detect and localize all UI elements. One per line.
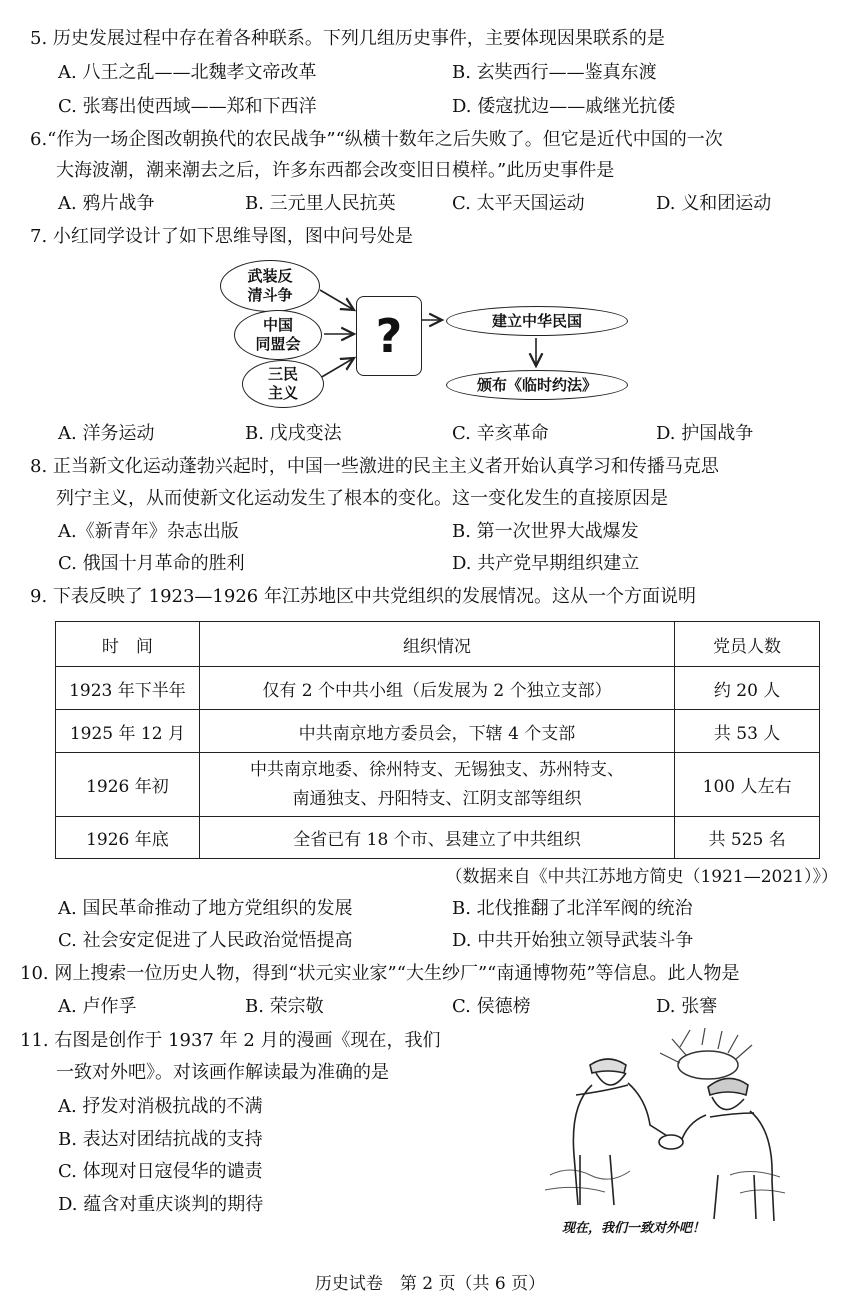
q11-stem-line2: 一致对外吧》。对该画作解读最为准确的是: [56, 1062, 389, 1083]
q6-stem-line1: 6.“作为一场企图改朝换代的农民战争”“纵横十数年之后失败了。但它是近代中国的一次: [30, 129, 723, 150]
table-row: [56, 667, 820, 710]
mindmap-node-three-principles: 三民 主义: [242, 360, 324, 408]
mind-map: [220, 258, 640, 406]
table-header-time: 时 间: [56, 622, 200, 667]
q11-option-a[interactable]: A. 抒发对消极抗战的不满: [58, 1096, 263, 1117]
arrow-left3: [320, 358, 354, 378]
q7-option-b[interactable]: B. 戊戌变法: [245, 423, 342, 444]
table-cell-time: 1925 年 12 月: [56, 710, 200, 753]
q5-option-c[interactable]: C. 张骞出使西域——郑和下西洋: [58, 96, 317, 117]
q8-option-b[interactable]: B. 第一次世界大战爆发: [452, 521, 639, 542]
q6-option-a[interactable]: A. 鸦片战争: [58, 193, 155, 214]
q6-stem-line2: 大海波潮，潮来潮去之后，许多东西都会改变旧日模样。”此历史事件是: [56, 160, 615, 181]
q8-stem-line2: 列宁主义，从而使新文化运动发生了根本的变化。这一变化发生的直接原因是: [56, 488, 668, 509]
arrow-left1: [320, 290, 354, 310]
q6-option-c[interactable]: C. 太平天国运动: [452, 193, 585, 214]
q7-option-c[interactable]: C. 辛亥革命: [452, 423, 549, 444]
page-footer: 历史试卷 第 2 页（共 6 页）: [314, 1274, 546, 1294]
q10-option-d[interactable]: D. 张謇: [656, 996, 718, 1017]
mindmap-node-provisional-constitution: 颁布《临时约法》: [446, 370, 628, 400]
table-cell-time: 1923 年下半年: [56, 667, 200, 710]
table-row: [56, 710, 820, 753]
q10-option-b[interactable]: B. 荣宗敬: [245, 996, 324, 1017]
q11-option-d[interactable]: D. 蕴含对重庆谈判的期待: [58, 1194, 264, 1215]
q9-option-d[interactable]: D. 中共开始独立领导武装斗争: [452, 930, 694, 951]
table-row: [56, 817, 820, 859]
cartoon-caption: 现在，我们一致对外吧！: [562, 1221, 706, 1236]
q11-option-b[interactable]: B. 表达对团结抗战的支持: [58, 1129, 263, 1150]
q10-stem: 10. 网上搜索一位历史人物，得到“状元实业家”“大生纱厂”“南通博物苑”等信息。此人物是: [20, 963, 740, 984]
q7-stem: 7. 小红同学设计了如下思维导图，图中问号处是: [30, 226, 413, 247]
table-row: [56, 753, 820, 817]
q9-option-b[interactable]: B. 北伐推翻了北洋军阀的统治: [452, 898, 693, 919]
mindmap-node-roc: 建立中华民国: [446, 306, 628, 336]
q9-option-a[interactable]: A. 国民革命推动了地方党组织的发展: [58, 898, 353, 919]
table-cell-org: 仅有 2 个中共小组（后发展为 2 个独立支部）: [199, 667, 674, 710]
party-organization-table: [55, 621, 820, 859]
table-cell-count: 100 人左右: [675, 753, 820, 817]
q10-option-c[interactable]: C. 侯德榜: [452, 996, 531, 1017]
table-cell-time: 1926 年底: [56, 817, 200, 859]
q8-option-d[interactable]: D. 共产党早期组织建立: [452, 553, 640, 574]
table-cell-count: 共 53 人: [675, 710, 820, 753]
cartoon-illustration: [540, 1025, 790, 1240]
q11-stem-line1: 11. 右图是创作于 1937 年 2 月的漫画《现在，我们: [20, 1030, 441, 1051]
q10-option-a[interactable]: A. 卢作孚: [58, 996, 137, 1017]
q5-option-a[interactable]: A. 八王之乱——北魏孝文帝改革: [58, 62, 317, 83]
mindmap-question-box: ?: [356, 296, 422, 376]
q8-stem-line1: 8. 正当新文化运动蓬勃兴起时，中国一些激进的民主主义者开始认真学习和传播马克思: [30, 456, 719, 477]
q8-option-c[interactable]: C. 俄国十月革命的胜利: [58, 553, 245, 574]
q9-stem: 9. 下表反映了 1923—1926 年江苏地区中共党组织的发展情况。这从一个方面说明: [30, 586, 696, 607]
table-cell-time: 1926 年初: [56, 753, 200, 817]
q11-option-c[interactable]: C. 体现对日寇侵华的谴责: [58, 1161, 263, 1182]
table-cell-count: 共 525 名: [675, 817, 820, 859]
q6-option-b[interactable]: B. 三元里人民抗英: [245, 193, 396, 214]
table-header-row: [56, 622, 820, 667]
q5-stem: 5. 历史发展过程中存在着各种联系。下列几组历史事件，主要体现因果联系的是: [30, 28, 665, 49]
q7-option-d[interactable]: D. 护国战争: [656, 423, 754, 444]
q6-option-d[interactable]: D. 义和团运动: [656, 193, 772, 214]
q9-option-c[interactable]: C. 社会安定促进了人民政治觉悟提高: [58, 930, 353, 951]
q5-option-b[interactable]: B. 玄奘西行——鉴真东渡: [452, 62, 657, 83]
table-source-note: （数据来自《中共江苏地方简史（1921—2021）》）: [445, 867, 838, 887]
table-cell-org: 中共南京地委、徐州特支、无锡独支、苏州特支、 南通独支、丹阳特支、江阴支部等组织: [199, 753, 674, 817]
mindmap-node-tongmenghui: 中国 同盟会: [234, 310, 322, 360]
q8-option-a[interactable]: A.《新青年》杂志出版: [58, 521, 239, 542]
cartoon-handshake-drawing: [540, 1025, 790, 1240]
q5-option-d[interactable]: D. 倭寇扰边——戚继光抗倭: [452, 96, 676, 117]
table-cell-org: 全省已有 18 个市、县建立了中共组织: [199, 817, 674, 859]
table-header-org: 组织情况: [199, 622, 674, 667]
table-header-count: 党员人数: [675, 622, 820, 667]
mindmap-node-armed-struggle: 武装反 清斗争: [220, 260, 320, 312]
q7-option-a[interactable]: A. 洋务运动: [58, 423, 155, 444]
table-cell-org: 中共南京地方委员会，下辖 4 个支部: [199, 710, 674, 753]
table-cell-count: 约 20 人: [675, 667, 820, 710]
